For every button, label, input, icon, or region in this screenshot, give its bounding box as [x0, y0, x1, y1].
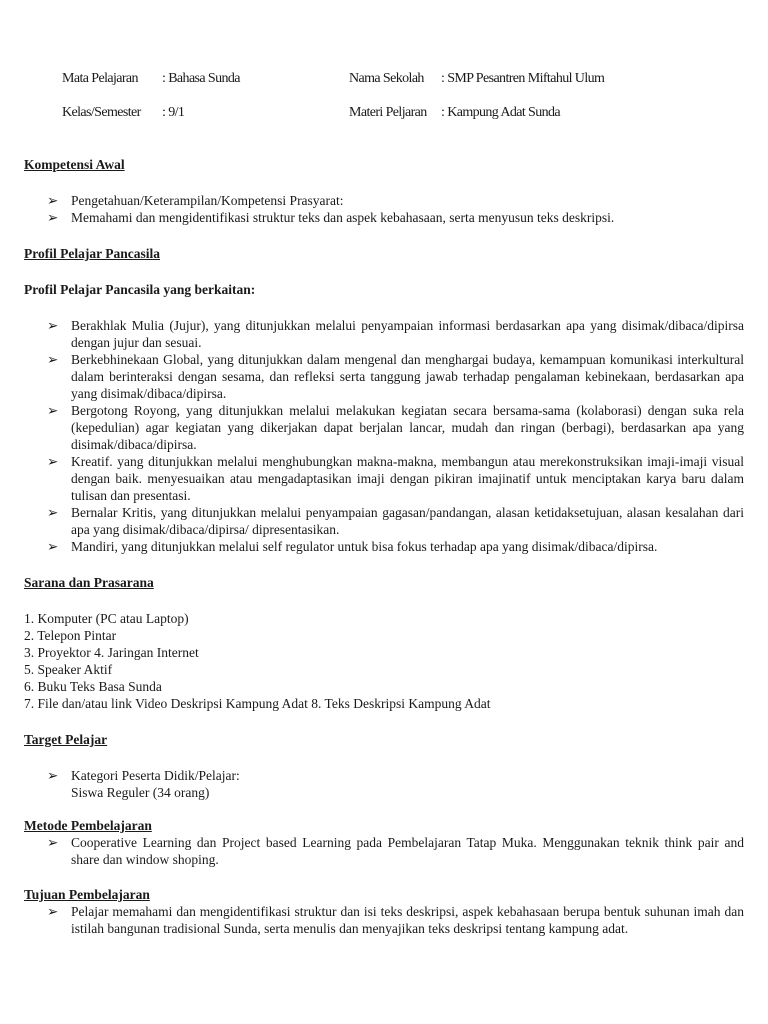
list-item: 2. Telepon Pintar [24, 628, 117, 643]
arrow-bullet-icon: ➢ [47, 210, 59, 225]
list-item: 7. File dan/atau link Video Deskripsi Kampung Adat 8. Teks Deskripsi Kampung Adat [24, 696, 491, 711]
profil-list [24, 317, 744, 555]
section-title-sarana: Sarana dan Prasarana [24, 575, 154, 590]
list-item: ➢ Bernalar Kritis, yang ditunjukkan melalui penyampaian gagasan/pandangan, alasan ketidaksetujuan, alasan kesalahan dari apa yang disimak/dibaca/dipirsa/ dipresentasikan. [47, 505, 744, 537]
list-item: 3. Proyektor 4. Jaringan Internet [24, 645, 199, 660]
target-sub: Siswa Reguler (34 orang) [71, 785, 210, 800]
section-title-profil: Profil Pelajar Pancasila [24, 246, 160, 261]
list-item: ➢ Bergotong Royong, yang ditunjukkan melalui melakukan kegiatan secara bersama-sama (kolaborasi) dengan suka rela (kepedulian) agar kegiatan yang dikerjakan dapat berjalan lancar, mudah dan ringan (berbagi), berdasarkan apa yang disimak/dibaca/dipirsa. [47, 403, 744, 452]
list-item: 1. Komputer (PC atau Laptop) [24, 611, 189, 626]
arrow-bullet-icon: ➢ [47, 318, 59, 333]
mapel-value: : Bahasa Sunda [162, 71, 240, 86]
arrow-bullet-icon: ➢ [47, 835, 59, 850]
arrow-bullet-icon: ➢ [47, 454, 59, 469]
list-item: 6. Buku Teks Basa Sunda [24, 679, 162, 694]
list-item: ➢ Kategori Peserta Didik/Pelajar: [47, 768, 240, 783]
list-item: ➢ Mandiri, yang ditunjukkan melalui self regulator untuk bisa fokus terhadap apa yang disimak/dibaca/dipirsa. [47, 539, 658, 554]
materi-label: Materi Peljaran [349, 105, 427, 120]
sekolah-label: Nama Sekolah [349, 71, 424, 86]
kompetensi-list [24, 192, 744, 226]
list-item: ➢ Memahami dan mengidentifikasi struktur teks dan aspek kebahasaan, serta menyusun teks deskripsi. [47, 210, 615, 225]
mapel-label: Mata Pelajaran [62, 71, 138, 86]
tujuan-list [24, 903, 744, 937]
kelas-label: Kelas/Semester [62, 105, 141, 120]
list-item: 5. Speaker Aktif [24, 662, 113, 677]
metode-list [24, 834, 744, 868]
section-title-metode: Metode Pembelajaran [24, 818, 152, 833]
sekolah-value: : SMP Pesantren Miftahul Ulum [441, 71, 605, 86]
arrow-bullet-icon: ➢ [47, 768, 59, 783]
section-title-tujuan: Tujuan Pembelajaran [24, 887, 150, 902]
section-title-kompetensi: Kompetensi Awal [24, 157, 125, 172]
arrow-bullet-icon: ➢ [47, 539, 59, 554]
document-body [24, 156, 744, 937]
list-item: ➢ Cooperative Learning dan Project based Learning pada Pembelajaran Tatap Muka. Menggunakan teknik think pair and share dan window shoping. [47, 835, 744, 867]
list-item: ➢ Pengetahuan/Keterampilan/Kompetensi Prasyarat: [47, 193, 344, 208]
list-item: ➢ Pelajar memahami dan mengidentifikasi struktur dan isi teks deskripsi, aspek kebahasaan berupa bentuk suhunan imah dan istilah bangunan tradisional Sunda, serta menulis dan menyajikan teks deskripsi tentang kampung adat. [47, 904, 744, 936]
list-item: ➢ Kreatif. yang ditunjukkan melalui menghubungkan makna-makna, membangun atau merekonstruksikan imaji-imaji visual dengan baik. menyesuaikan atau mengadaptasikan imaji dengan pikiran imajinatif untuk menciptakan karya baru dalam tulisan dan presentasi. [47, 454, 744, 503]
arrow-bullet-icon: ➢ [47, 352, 59, 367]
sarana-list [24, 610, 744, 712]
list-item: ➢ Berakhlak Mulia (Jujur), yang ditunjukkan melalui penyampaian informasi berdasarkan apa yang disimak/dibaca/dipirsa dengan jujur dan sesuai. [47, 318, 744, 350]
arrow-bullet-icon: ➢ [47, 505, 59, 520]
arrow-bullet-icon: ➢ [47, 193, 59, 208]
section-title-target: Target Pelajar [24, 732, 108, 747]
arrow-bullet-icon: ➢ [47, 403, 59, 418]
target-list [24, 767, 744, 784]
list-item: ➢ Berkebhinekaan Global, yang ditunjukkan dalam mengenal dan menghargai budaya, kemampuan komunikasi interkultural dalam berinteraksi dengan sesama, dan refleksi serta tanggung jawab terhadap pengalaman kebinekaan, berdasarkan apa yang disimak/dibaca/dipirsa. [47, 352, 744, 401]
profil-subtitle: Profil Pelajar Pancasila yang berkaitan: [24, 282, 256, 297]
materi-value: : Kampung Adat Sunda [441, 105, 561, 120]
arrow-bullet-icon: ➢ [47, 904, 59, 919]
kelas-value: : 9/1 [162, 105, 185, 120]
